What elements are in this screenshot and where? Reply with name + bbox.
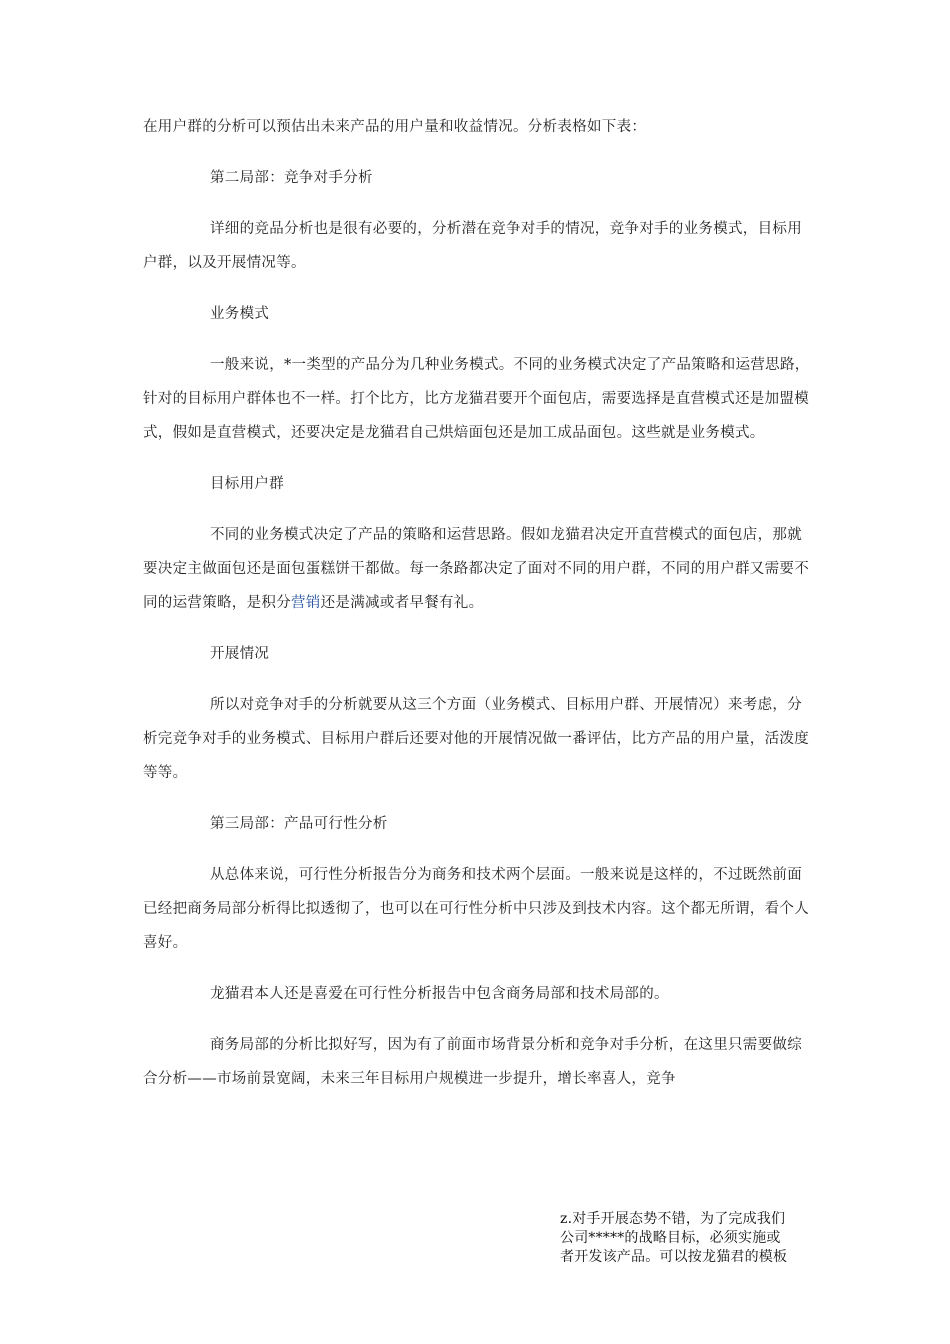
footer-line-1: z.对手开展态势不错，为了完成我们	[560, 1211, 786, 1227]
footer-note	[560, 1210, 822, 1267]
footer-line-2: 公司*****的战略目标，必须实施或	[560, 1230, 781, 1246]
para-target-users	[143, 518, 813, 620]
footer-line-3: 者开发该产品。可以按龙猫君的模板	[560, 1249, 788, 1265]
para-preference: 龙猫君本人还是喜爱在可行性分析报告中包含商务局部和技术局部的。	[210, 986, 669, 1002]
heading-development: 开展情况	[210, 646, 270, 662]
marketing-link[interactable]: 营销	[291, 595, 321, 611]
para-business-part: 商务局部的分析比拟好写，因为有了前面市场背景分析和竞争对手分析，在这里只需要做综合分析——市场前景宽阔，未来三年目标用户规模进一步提升，增长率喜人，竞争	[143, 1037, 802, 1087]
para-development: 所以对竞争对手的分析就要从这三个方面（业务模式、目标用户群、开展情况）来考虑，分析完竞争对手的业务模式、目标用户群后还要对他的开展情况做一番评估，比方产品的用户量，活泼度等等。	[143, 697, 809, 781]
para-competitor: 详细的竞品分析也是很有必要的，分析潜在竞争对手的情况，竞争对手的业务模式，目标用户群，以及开展情况等。	[143, 221, 802, 271]
heading-target-users: 目标用户群	[210, 476, 284, 492]
heading-part2: 第二局部：竞争对手分析	[210, 170, 373, 186]
heading-business-model: 业务模式	[210, 306, 270, 322]
heading-part3: 第三局部：产品可行性分析	[210, 816, 388, 832]
document-body	[143, 110, 813, 1096]
para-target-users-text: 不同的业务模式决定了产品的策略和运营思路。假如龙猫君决定开直营模式的面包店，那就要决定主做面包还是面包蛋糕饼干都做。每一条路都决定了面对不同的用户群，不同的用户群又需要不同的运营策略，是积分	[143, 527, 809, 611]
para-intro: 在用户群的分析可以预估出未来产品的用户量和收益情况。分析表格如下表：	[143, 119, 647, 135]
para-target-users-tail: 还是满减或者早餐有礼。	[320, 595, 484, 611]
para-feasibility: 从总体来说，可行性分析报告分为商务和技术两个层面。一般来说是这样的，不过既然前面已经把商务局部分析得比拟透彻了，也可以在可行性分析中只涉及到技术内容。这个都无所谓，看个人喜好。	[143, 867, 809, 951]
para-business-model: 一般来说，*一类型的产品分为几种业务模式。不同的业务模式决定了产品策略和运营思路，针对的目标用户群体也不一样。打个比方，比方龙猫君要开个面包店，需要选择是直营模式还是加盟模式，假如是直营模式，还要决定是龙猫君自己烘焙面包还是加工成品面包。这些就是业务模式。	[143, 357, 810, 441]
